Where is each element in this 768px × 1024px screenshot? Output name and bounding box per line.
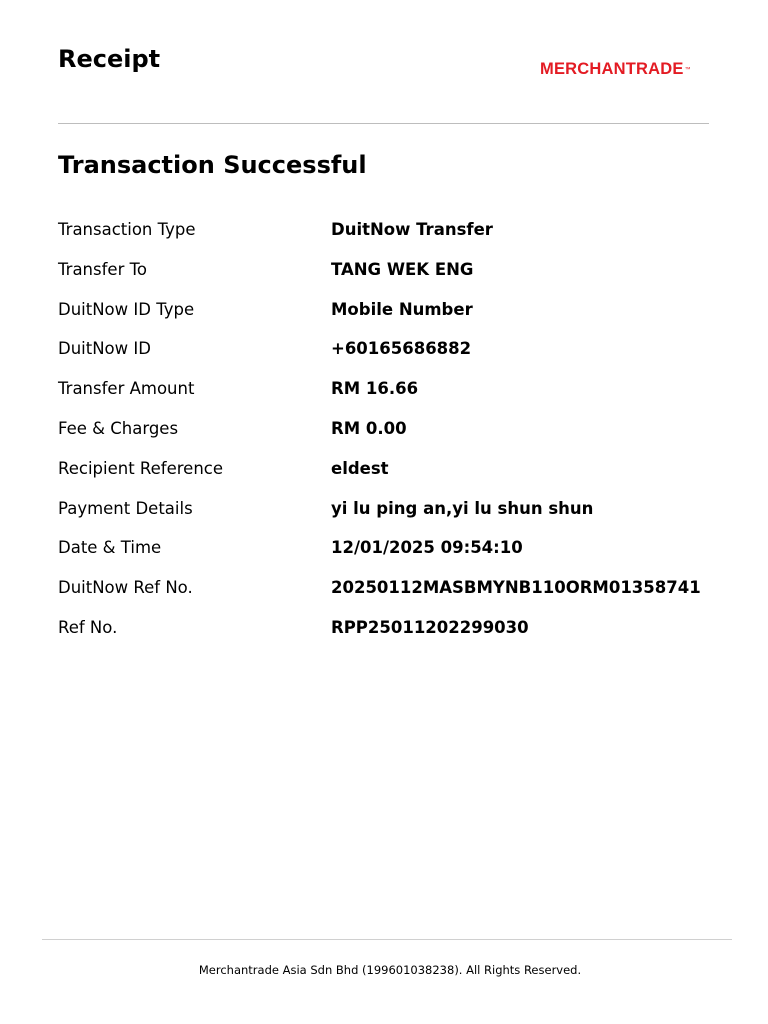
detail-value: 12/01/2025 09:54:10 xyxy=(331,538,523,558)
detail-row-payment-details xyxy=(58,489,718,529)
page-title: Receipt xyxy=(58,45,161,73)
detail-row-transaction-type xyxy=(58,210,718,250)
logo-trademark: ™ xyxy=(684,67,691,73)
detail-label: DuitNow ID Type xyxy=(58,299,195,319)
detail-label: Date & Time xyxy=(58,538,162,558)
detail-value: eldest xyxy=(331,458,389,478)
detail-row-fee-charges xyxy=(58,409,718,449)
detail-label: Recipient Reference xyxy=(58,458,223,478)
detail-value: yi lu ping an,yi lu shun shun xyxy=(331,498,594,518)
detail-row-date-time xyxy=(58,528,718,568)
detail-value: RM 0.00 xyxy=(331,418,407,438)
detail-value: TANG WEK ENG xyxy=(331,259,474,279)
transaction-status-title: Transaction Successful xyxy=(58,151,367,179)
merchantrade-logo xyxy=(540,60,691,78)
transaction-details xyxy=(58,210,718,648)
detail-row-duitnow-id xyxy=(58,329,718,369)
detail-label: Payment Details xyxy=(58,498,193,518)
footer-copyright: Merchantrade Asia Sdn Bhd (199601038238). All Rights Reserved. xyxy=(198,963,582,977)
detail-row-recipient-reference xyxy=(58,449,718,489)
detail-value: Mobile Number xyxy=(331,299,473,319)
detail-value: +60165686882 xyxy=(331,339,472,359)
detail-label: Fee & Charges xyxy=(58,418,179,438)
detail-row-transfer-amount xyxy=(58,369,718,409)
logo-wordmark: MERCHANTRADE xyxy=(540,60,684,78)
header-divider xyxy=(58,123,709,124)
detail-value: RPP25011202299030 xyxy=(331,617,529,637)
detail-label: Transaction Type xyxy=(58,220,196,239)
detail-label: DuitNow Ref No. xyxy=(58,578,193,598)
detail-row-duitnow-ref-no xyxy=(58,568,718,608)
detail-value: RM 16.66 xyxy=(331,379,419,399)
detail-value: DuitNow Transfer xyxy=(331,220,493,239)
detail-row-transfer-to xyxy=(58,250,718,290)
footer-divider xyxy=(42,939,732,940)
detail-value: 20250112MASBMYNB110ORM01358741 xyxy=(331,578,701,598)
detail-row-ref-no xyxy=(58,608,718,648)
detail-label: Transfer To xyxy=(58,259,147,279)
detail-label: DuitNow ID xyxy=(58,339,151,359)
detail-label: Ref No. xyxy=(58,617,118,637)
detail-row-duitnow-id-type xyxy=(58,290,718,330)
detail-label: Transfer Amount xyxy=(58,379,195,399)
